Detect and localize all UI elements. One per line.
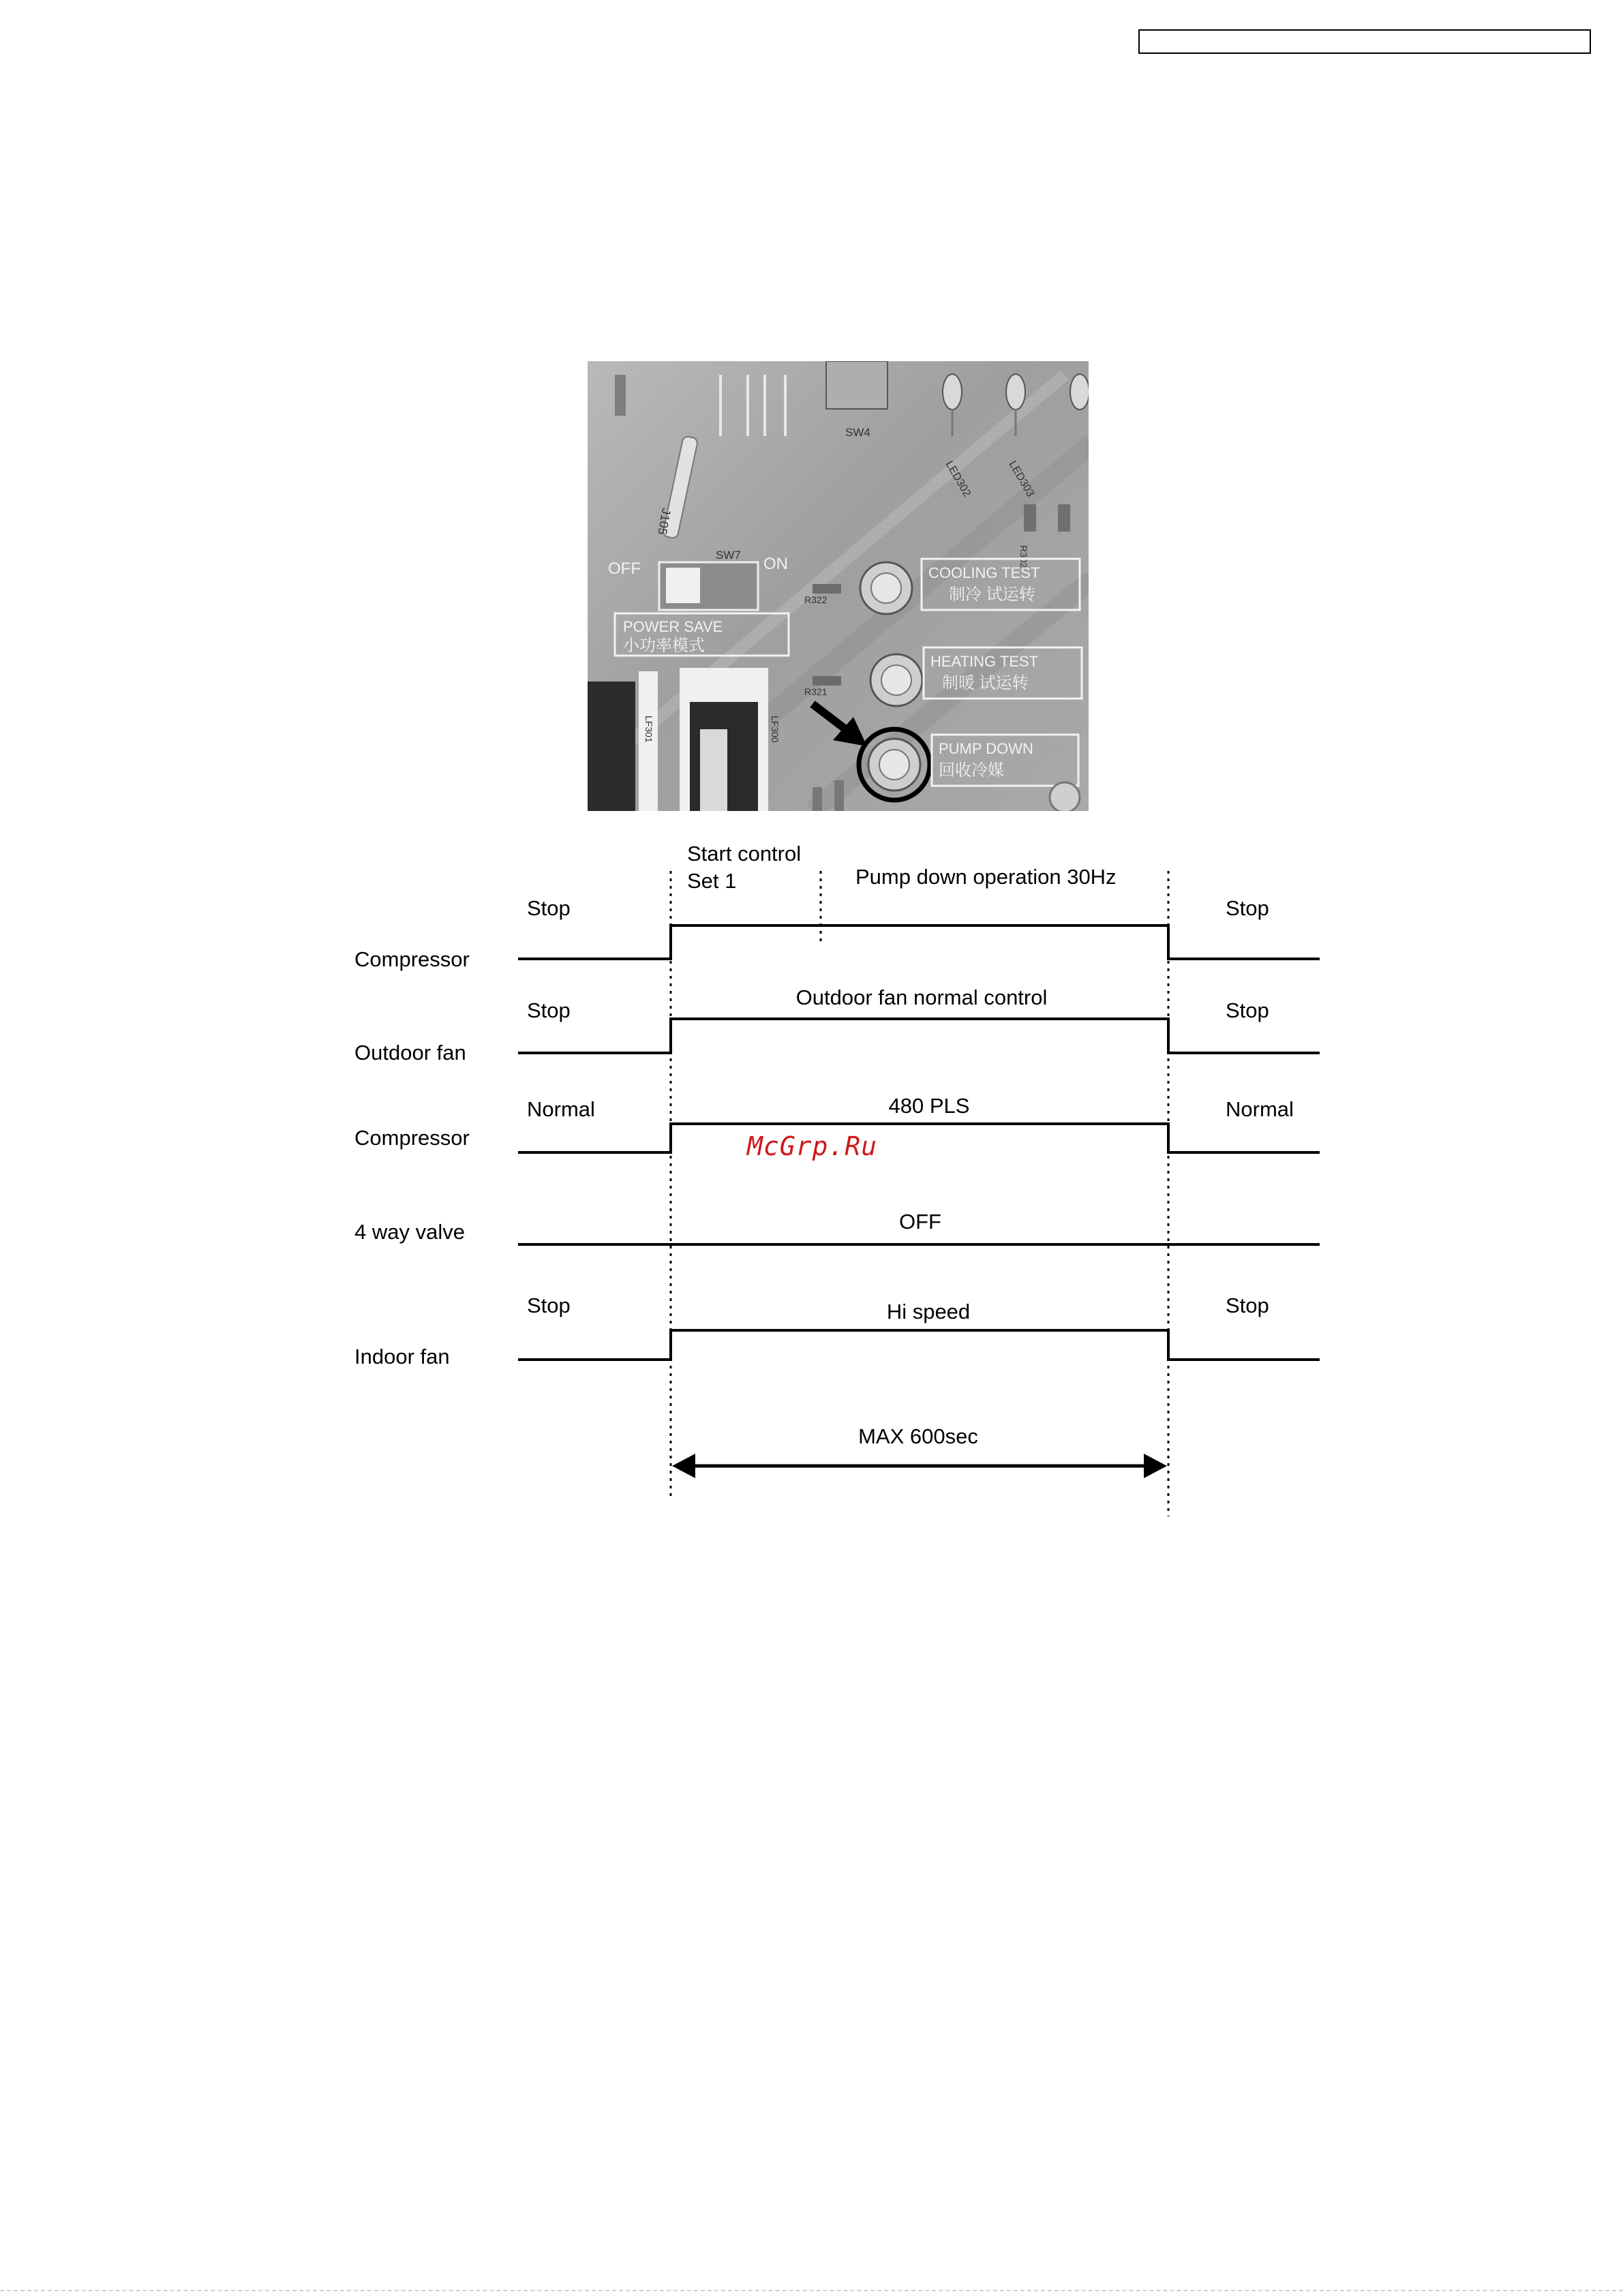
row-4way-valve-during: OFF [899, 1210, 941, 1234]
signal-compressor [518, 925, 1320, 959]
row-compressor-2-name: Compressor [354, 1126, 470, 1150]
start-control-label: Start control [687, 842, 802, 866]
row-compressor-name: Compressor [354, 947, 470, 971]
row-indoor-fan-before: Stop [527, 1294, 571, 1317]
power-save-label: POWER SAVE [623, 618, 723, 635]
lf301-label: LF301 [643, 716, 654, 743]
row-indoor-fan-name: Indoor fan [354, 1345, 450, 1368]
pump-down-label: PUMP DOWN [939, 740, 1033, 757]
row-outdoor-fan-after: Stop [1226, 998, 1269, 1022]
row-outdoor-fan-name: Outdoor fan [354, 1041, 466, 1065]
row-4way-valve-name: 4 way valve [354, 1220, 465, 1244]
row-compressor-before: Stop [527, 896, 571, 920]
sw4-label: SW4 [845, 426, 870, 439]
duration-label: MAX 600sec [858, 1424, 978, 1448]
cooling-test-cn-label: 制冷 试运转 [949, 585, 1035, 604]
led303-label: LED303 [1006, 459, 1037, 500]
row-compressor-2-before: Normal [527, 1097, 595, 1121]
signal-compressor-2 [518, 1124, 1320, 1152]
row-compressor-2-after: Normal [1226, 1097, 1294, 1121]
row-outdoor-fan-before: Stop [527, 998, 571, 1022]
sw7-on-label: ON [763, 555, 788, 573]
lf300-label: LF300 [770, 716, 780, 743]
heating-test-cn-label: 制暖 试运转 [942, 674, 1029, 692]
row-indoor-fan-after: Stop [1226, 1294, 1269, 1317]
row-outdoor-fan-during: Outdoor fan normal control [795, 985, 1048, 1009]
sw7-off-label: OFF [608, 560, 641, 578]
pump-down-operation-label: Pump down operation 30Hz [855, 865, 1117, 889]
signal-outdoor-fan [518, 1019, 1320, 1053]
duration-arrow [672, 1454, 1167, 1478]
set1-label: Set 1 [687, 869, 737, 893]
signal-indoor-fan [518, 1330, 1320, 1360]
cooling-test-label: COOLING TEST [928, 564, 1040, 581]
r321-label: R321 [804, 686, 828, 697]
r302-label: R302 [1018, 545, 1029, 568]
arrow-right-icon [1144, 1454, 1167, 1478]
arrow-left-icon [672, 1454, 695, 1478]
r322-label: R322 [804, 594, 828, 605]
row-compressor-2-during: 480 PLS [888, 1094, 970, 1118]
sw7-label: SW7 [716, 549, 741, 562]
row-compressor-after: Stop [1226, 896, 1269, 920]
row-indoor-fan-during: Hi speed [886, 1300, 971, 1323]
pump-down-cn-label: 回收冷媒 [939, 761, 1004, 780]
power-save-cn-label: 小功率模式 [623, 637, 705, 655]
j105-label: J105 [655, 507, 673, 536]
watermark: McGrp.Ru [747, 1131, 878, 1161]
led302-label: LED302 [943, 459, 973, 500]
heating-test-label: HEATING TEST [930, 653, 1039, 670]
footer-rule [0, 2290, 1623, 2291]
